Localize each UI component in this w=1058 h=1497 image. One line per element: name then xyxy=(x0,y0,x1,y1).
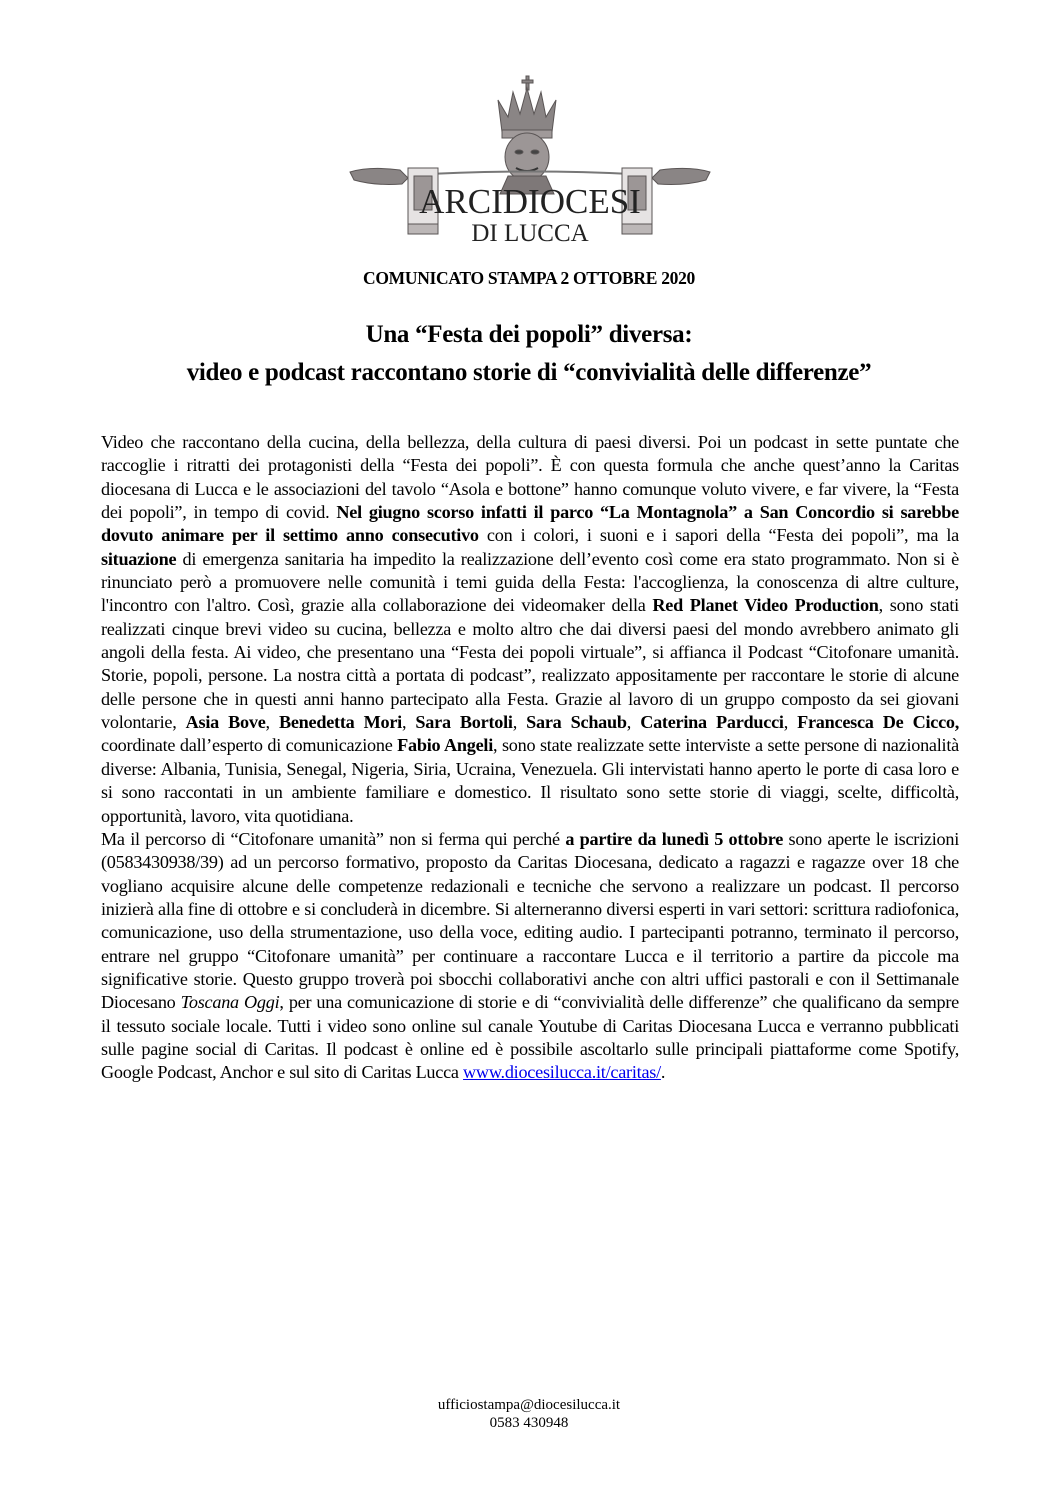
bold-text: situazione xyxy=(101,548,177,569)
logo-name-line-1: ARCIDIOCESI xyxy=(419,182,641,221)
bold-text: a partire da lunedì 5 ottobre xyxy=(565,828,784,849)
text-run: , xyxy=(265,712,279,733)
bold-text: Red Planet Video Production xyxy=(652,595,879,616)
press-release-label: COMUNICATO STAMPA 2 OTTOBRE 2020 xyxy=(362,268,695,288)
text-run: , xyxy=(402,712,416,733)
contact-phone: 0583 430948 xyxy=(489,1415,569,1431)
text-run: Ma il percorso di “Citofonare umanità” non si ferma qui perché xyxy=(101,828,566,849)
bold-text: Benedetta Mori xyxy=(278,712,402,733)
caritas-website-link[interactable]: www.diocesilucca.it/caritas/ xyxy=(463,1062,661,1083)
text-run: , per una comunicazione di storie e di “convivialità delle differenze” che qualificano da sempre il tessuto sociale locale. Tutti i video sono online sul canale Youtube di Caritas Diocesana Lucca e verranno pubblicati sulle pagine social di Caritas. Il podcast è online ed è possibile ascoltarlo sulle principali piattaforme come Spotify, Google Podcast, Anchor e sul sito di Caritas Lucca xyxy=(101,992,960,1083)
contact-email: ufficiostampa@diocesilucca.it xyxy=(437,1397,621,1413)
contact-footer xyxy=(0,1396,1058,1432)
text-run: . xyxy=(660,1062,666,1083)
body-paragraph xyxy=(101,828,959,1085)
text-run: , xyxy=(512,712,527,733)
text-run: coordinate dall’esperto di comunicazione xyxy=(101,735,398,756)
body-paragraph xyxy=(101,431,959,828)
bold-text: Caterina Parducci xyxy=(640,712,784,733)
text-run: Video che raccontano della cucina, della bellezza, della cultura di paesi diversi. Poi un podcast in sette puntate che raccoglie i ritratti dei protagonisti della “Festa dei popoli”. È con questa formula che anche quest’anno la Caritas diocesana di Lucca e le associazioni del tavolo “Asola e bottone” hanno comunque voluto vivere, e far vivere, la “Festa dei popoli”, in tempo di covid. xyxy=(101,432,959,523)
logo-name-line-2: DI LUCCA xyxy=(471,220,589,247)
bold-text: Nel giugno scorso infatti il parco “La Montagnola” a San Concordio si sarebbe dovuto animare per il settimo anno consecutivo xyxy=(101,502,959,546)
archdiocese-logo xyxy=(330,62,730,252)
text-run: , xyxy=(783,712,798,733)
bold-text: Sara Bortoli xyxy=(415,712,513,733)
text-run: di emergenza sanitaria ha impedito la realizzazione dell’evento così come era stato programmato. Non si è rinunciato però a promuovere nelle comunità i temi guida della Festa: l'accoglienza, la conoscenza di altre culture, l'incontro con l'altro. Così, grazie alla collaborazione dei videomaker della xyxy=(101,548,959,616)
text-run: con i colori, i suoni e i sapori della “Festa dei popoli”, ma la xyxy=(478,525,959,546)
text-run: , xyxy=(626,712,641,733)
bold-text: Asia Bove xyxy=(185,712,266,733)
text-run: sono aperte le iscrizioni (0583430938/39) ad un percorso formativo, proposto da Caritas Diocesana, dedicato a ragazzi e ragazze over 18 che vogliano acquisire alcune delle competenze redazionali e tecniche che servono a realizzare un podcast. Il percorso inizierà alla fine di ottobre e si concluderà in dicembre. Si alterneranno diversi esperti in vari settori: scrittura radiofonica, comunicazione, uso della strumentazione, uso della voce, editing audio. I partecipanti potranno, terminato il percorso, entrare nel gruppo “Citofonare umanità” per continuare a raccontare Lucca e il territorio a partire da piccole ma significative storie. Questo gruppo troverà poi sbocchi collaborativi anche con altri uffici pastorali e con il Settimanale Diocesano xyxy=(101,828,960,1013)
text-run: , sono state realizzate sette interviste a sette persone di nazionalità diverse: Albania, Tunisia, Senegal, Nigeria, Siria, Ucraina, Venezuela. Gli intervistati hanno aperto le porte di casa loro e si sono raccontati in un ambiente familiare e domestico. Il risultato sono sette storie di viaggi, scelte, difficoltà, opportunità, lavoro, vita quotidiana. xyxy=(101,735,959,826)
italic-text: Toscana Oggi xyxy=(180,992,280,1013)
bold-text: Francesca De Cicco, xyxy=(797,712,960,733)
bold-text: Fabio Angeli xyxy=(397,735,494,756)
title-line-1: Una “Festa dei popoli” diversa: xyxy=(365,321,693,348)
title-line-2: video e podcast raccontano storie di “convivialità delle differenze” xyxy=(186,359,872,386)
article-body xyxy=(101,431,959,1085)
document-title xyxy=(0,316,1058,392)
bold-text: Sara Schaub xyxy=(526,712,627,733)
text-run: , sono stati realizzati cinque brevi video su cucina, bellezza e molto altro che dai diversi paesi del mondo avrebbero animato gli angoli della festa. Ai video, che presentano una “Festa dei popoli virtuale”, si affianca il Podcast “Citofonare umanità. Storie, popoli, persone. La nostra città a portata di podcast”, realizzato appositamente per raccontare le storie di alcune delle persone che in questi anni hanno partecipato alla Festa. Grazie al lavoro di un gruppo composto da sei giovani volontarie, xyxy=(101,595,959,733)
